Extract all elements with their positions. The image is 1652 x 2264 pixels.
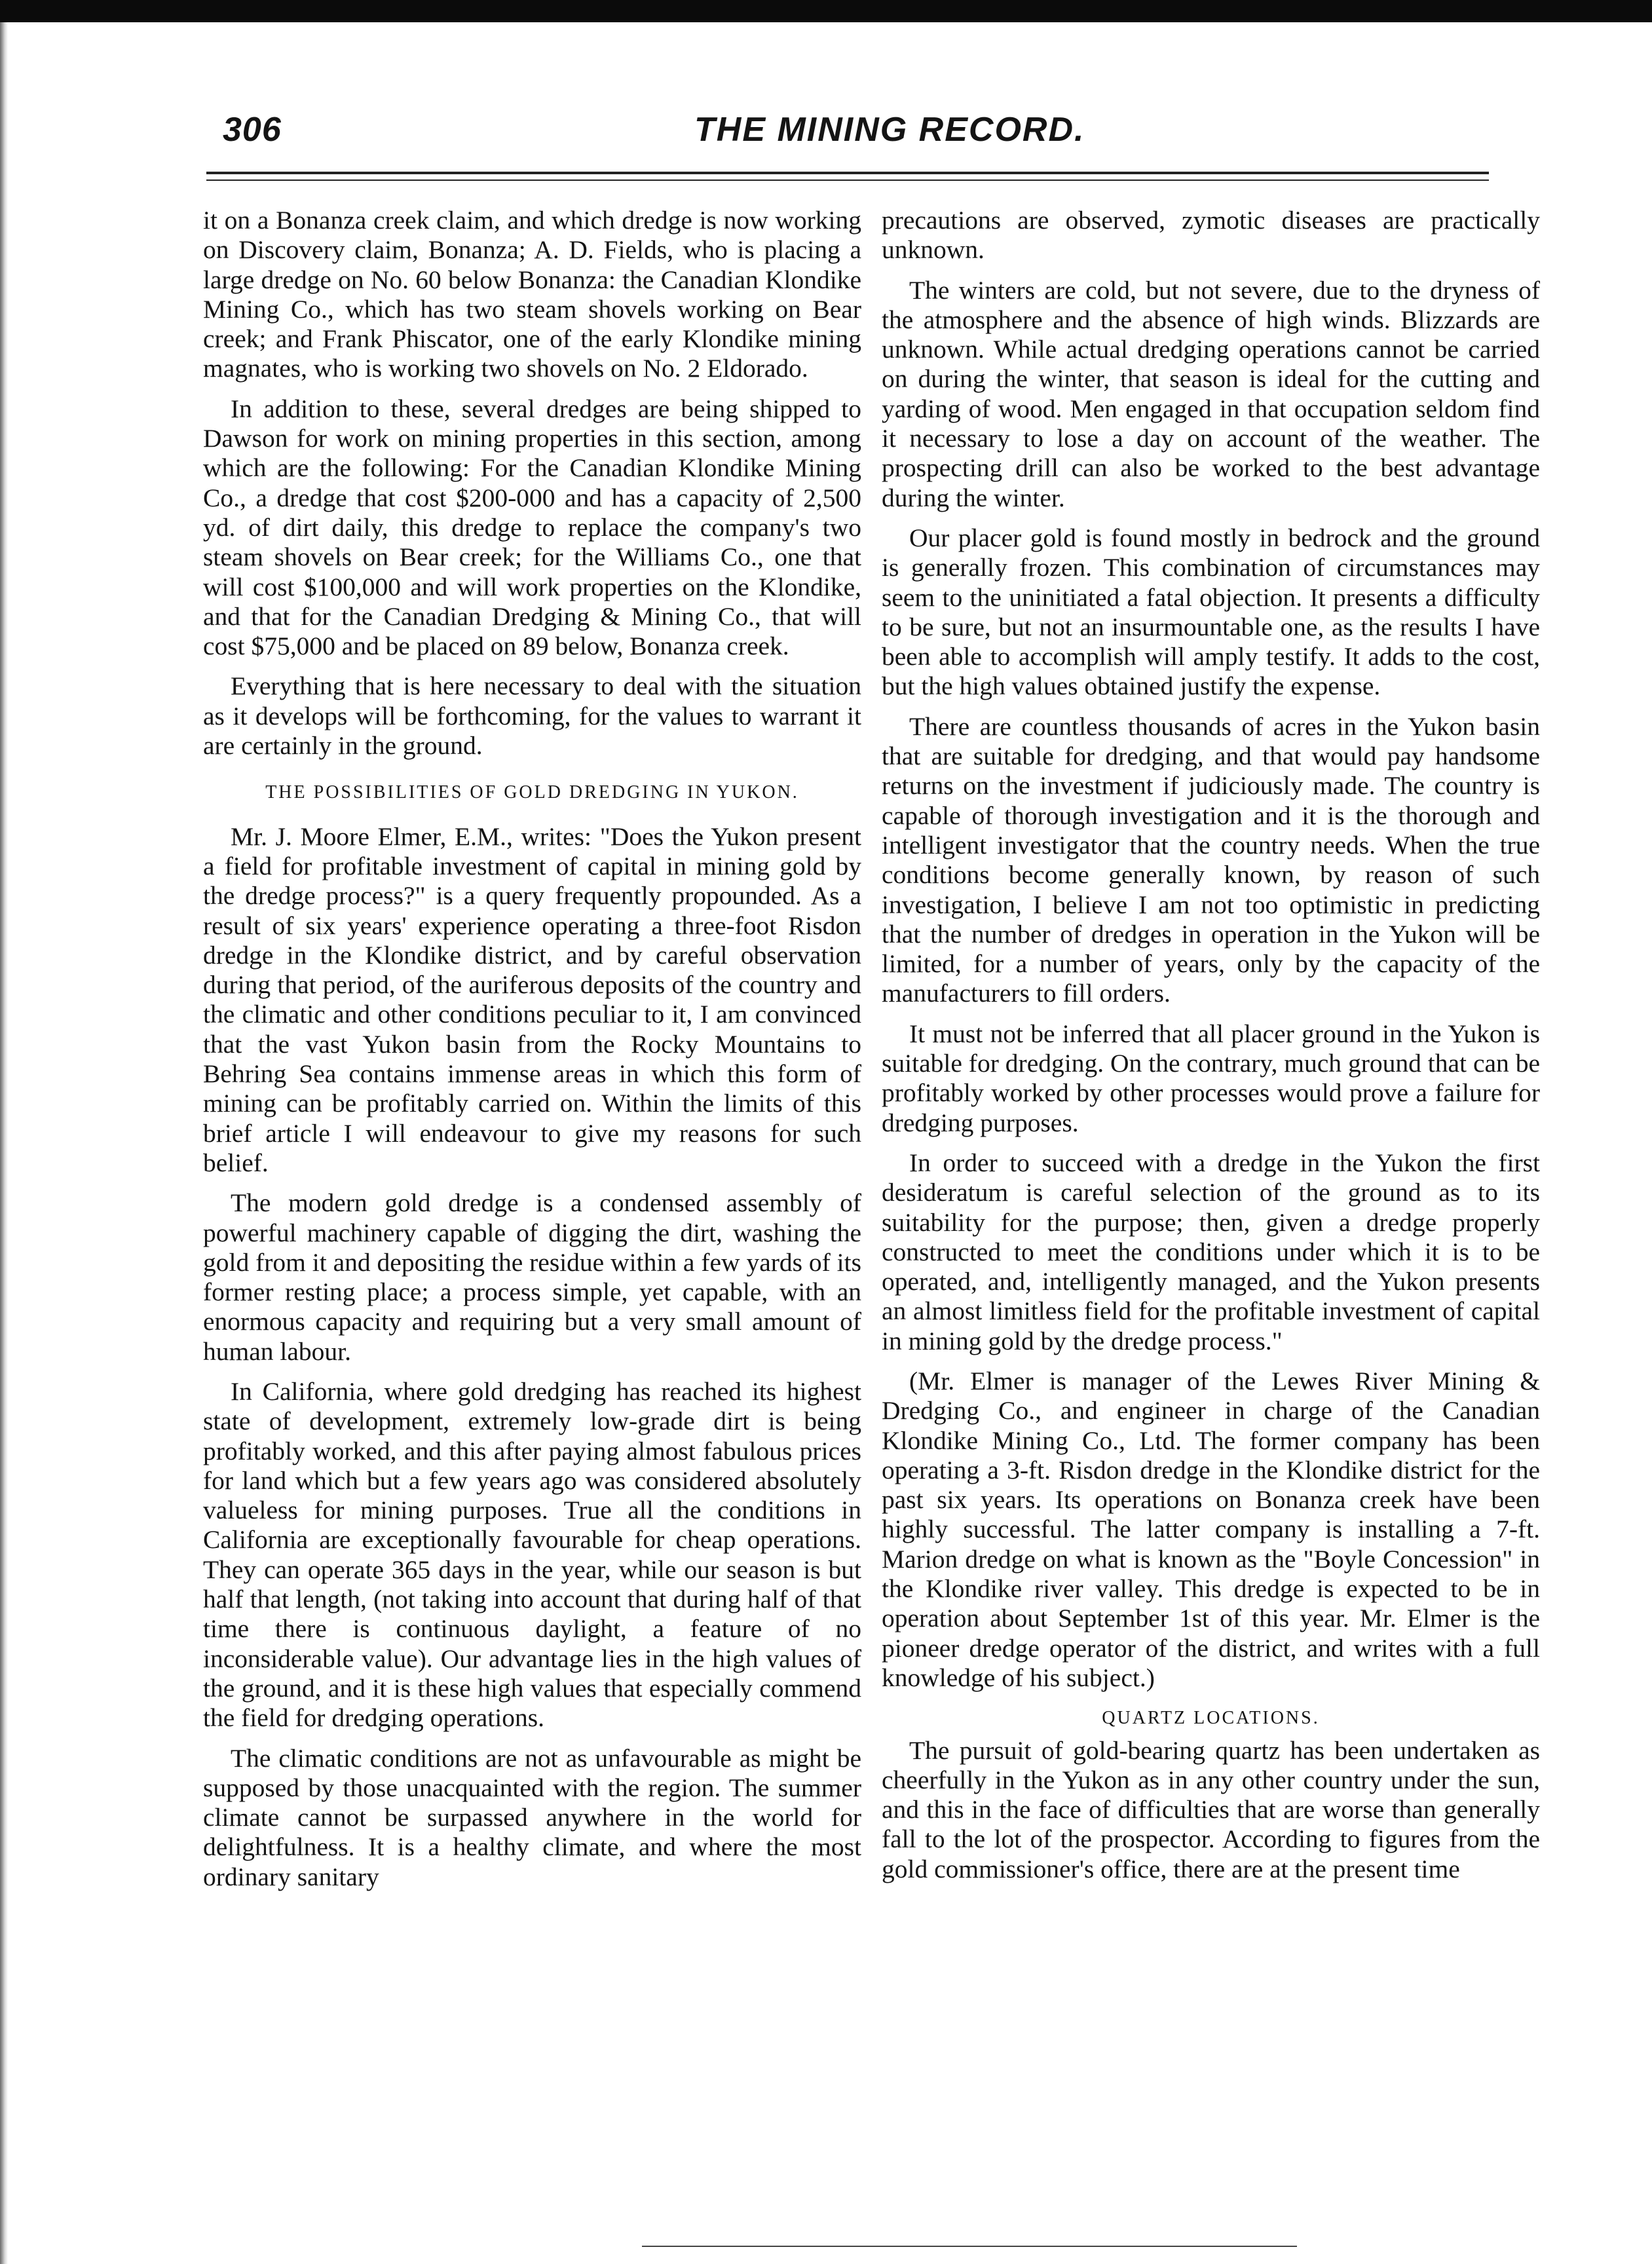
section-heading: THE POSSIBILITIES OF GOLD DREDGING IN YUKON. (265, 782, 799, 803)
footer-rule (642, 2246, 1297, 2247)
page-header (223, 110, 1493, 162)
paragraph: it on a Bonanza creek claim, and which dredge is now working on Discovery claim, Bonanza; A. D. Fields, who is placing a large dredge on No. 60 below Bonanza: the Canadian Klondike Mining Co., which has two steam shovels working on Bear creek; and Frank Phiscator, one of the early Klondike mining magnates, who is working two shovels on No. 2 Eldorado. (203, 206, 861, 383)
scan-left-edge (0, 22, 8, 2264)
paragraph: In California, where gold dredging has reached its highest state of development, extremely low-grade dirt is being profitably worked, and this after paying almost fabulous prices for land which but a few years ago was considered absolutely valueless for mining purposes. True all the conditions in California are exceptionally favourable for cheap operations. They can operate 365 days in the year, while our season is but half that length, (not taking into account that during half of that time there is continuous daylight, a feature of no inconsiderable value). Our advantage lies in the high values of the ground, and it is these high values that especially commend the field for dredging operations. (203, 1376, 861, 1733)
paragraph: In addition to these, several dredges are being shipped to Dawson for work on mining properties in this section, among which are the following: For the Canadian Klondike Mining Co., a dredge that cost $200-000 and has a capacity of 2,500 yd. of dirt daily, this dredge to replace the company's two steam shovels on Bear creek; for the Williams Co., one that will cost $100,000 and will work properties on the Klondike, and that for the Canadian Dredging & Mining Co., that will cost $75,000 and be placed on 89 below, Bonanza creek. (203, 394, 861, 661)
header-rule-thin (206, 179, 1489, 181)
paragraph: (Mr. Elmer is manager of the Lewes River Mining & Dredging Co., and engineer in charge of the Canadian Klondike Mining Co., Ltd. The former company has been operating a 3-ft. Risdon dredge in the Klondike district for the past six years. Its operations on Bonanza creek have been highly successful. The latter company is installing a 7-ft. Marion dredge on what is known as the "Boyle Concession" in the Klondike river valley. This dredge is expected to be in operation about September 1st of this year. Mr. Elmer is the pioneer dredge operator of the district, and writes with a full knowledge of his subject.) (882, 1366, 1540, 1692)
paragraph: There are countless thousands of acres in the Yukon basin that are suitable for dredging, and that would pay handsome returns on the investment if judiciously made. The country is capable of thorough investigation and it is the thorough and intelligent investigator that the country needs. When the true conditions become generally known, by reason of such investigation, I believe I am not too optimistic in predicting that the number of dredges in operation in the Yukon will be limited, for a number of years, only by the capacity of the manufacturers to fill orders. (882, 711, 1540, 1008)
paragraph: Mr. J. Moore Elmer, E.M., writes: "Does the Yukon present a field for profitable investment of capital in mining gold by the dredge process?" is a query frequently propounded. As a result of six years' experience operating a three-foot Risdon dredge in the Klondike district, and by careful observation during that period, of the auriferous deposits of the country and the climatic and other conditions peculiar to it, I am convinced that the vast Yukon basin from the Rocky Mountains to Behring Sea contains immense areas in which this form of mining can be profitably carried on. Within the limits of this brief article I will endeavour to give my reasons for such belief. (203, 821, 861, 1177)
page-number: 306 (223, 111, 282, 149)
right-column (882, 206, 1540, 1895)
section-heading: QUARTZ LOCATIONS. (1102, 1708, 1320, 1729)
running-title: THE MINING RECORD. (694, 111, 1085, 149)
paragraph: The climatic conditions are not as unfavourable as might be supposed by those unacquainted with the region. The summer climate cannot be surpassed anywhere in the world for delightfulness. It is a healthy climate, and where the most ordinary sanitary (203, 1743, 861, 1891)
paragraph: Everything that is here necessary to deal with the situation as it develops will be forthcoming, for the values to warrant it are certainly in the ground. (203, 671, 861, 761)
paragraph: The modern gold dredge is a condensed assembly of powerful machinery capable of digging the dirt, washing the gold from it and depositing the residue within a few yards of its former resting place; a process simple, yet capable, with an enormous capacity and requiring but a very small amount of human labour. (203, 1188, 861, 1366)
scan-top-border (0, 0, 1652, 22)
header-rule (206, 172, 1489, 174)
paragraph: In order to succeed with a dredge in the Yukon the first desideratum is careful selection of the ground as to its suitability for the purpose; then, given a dredge properly constructed to meet the conditions under which it is to be operated, and, intelligently managed, and the Yukon presents an almost limitless field for the profitable investment of capital in mining gold by the dredge process." (882, 1148, 1540, 1355)
paragraph: The winters are cold, but not severe, due to the dryness of the atmosphere and the absence of high winds. Blizzards are unknown. While actual dredging operations cannot be carried on during the winter, that season is ideal for the cutting and yarding of wood. Men engaged in that occupation seldom find it necessary to lose a day on account of the weather. The prospecting drill can also be worked to the best advantage during the winter. (882, 275, 1540, 512)
paragraph: It must not be inferred that all placer ground in the Yukon is suitable for dredging. On the contrary, much ground that can be profitably worked by other processes would prove a failure for dredging purposes. (882, 1019, 1540, 1137)
paragraph: Our placer gold is found mostly in bedrock and the ground is generally frozen. This combination of circumstances may seem to the uninitiated a fatal objection. It presents a difficulty to be sure, but not an insurmountable one, as the results I have been able to accomplish will amply testify. It adds to the cost, but the high values obtained justify the expense. (882, 523, 1540, 701)
left-column (203, 206, 861, 1902)
paragraph: The pursuit of gold-bearing quartz has been undertaken as cheerfully in the Yukon as in any other country under the sun, and this in the face of difficulties that are worse than generally fall to the lot of the prospector. According to figures from the gold commissioner's office, there are at the present time (882, 1735, 1540, 1883)
paragraph: precautions are observed, zymotic diseases are practically unknown. (882, 206, 1540, 265)
